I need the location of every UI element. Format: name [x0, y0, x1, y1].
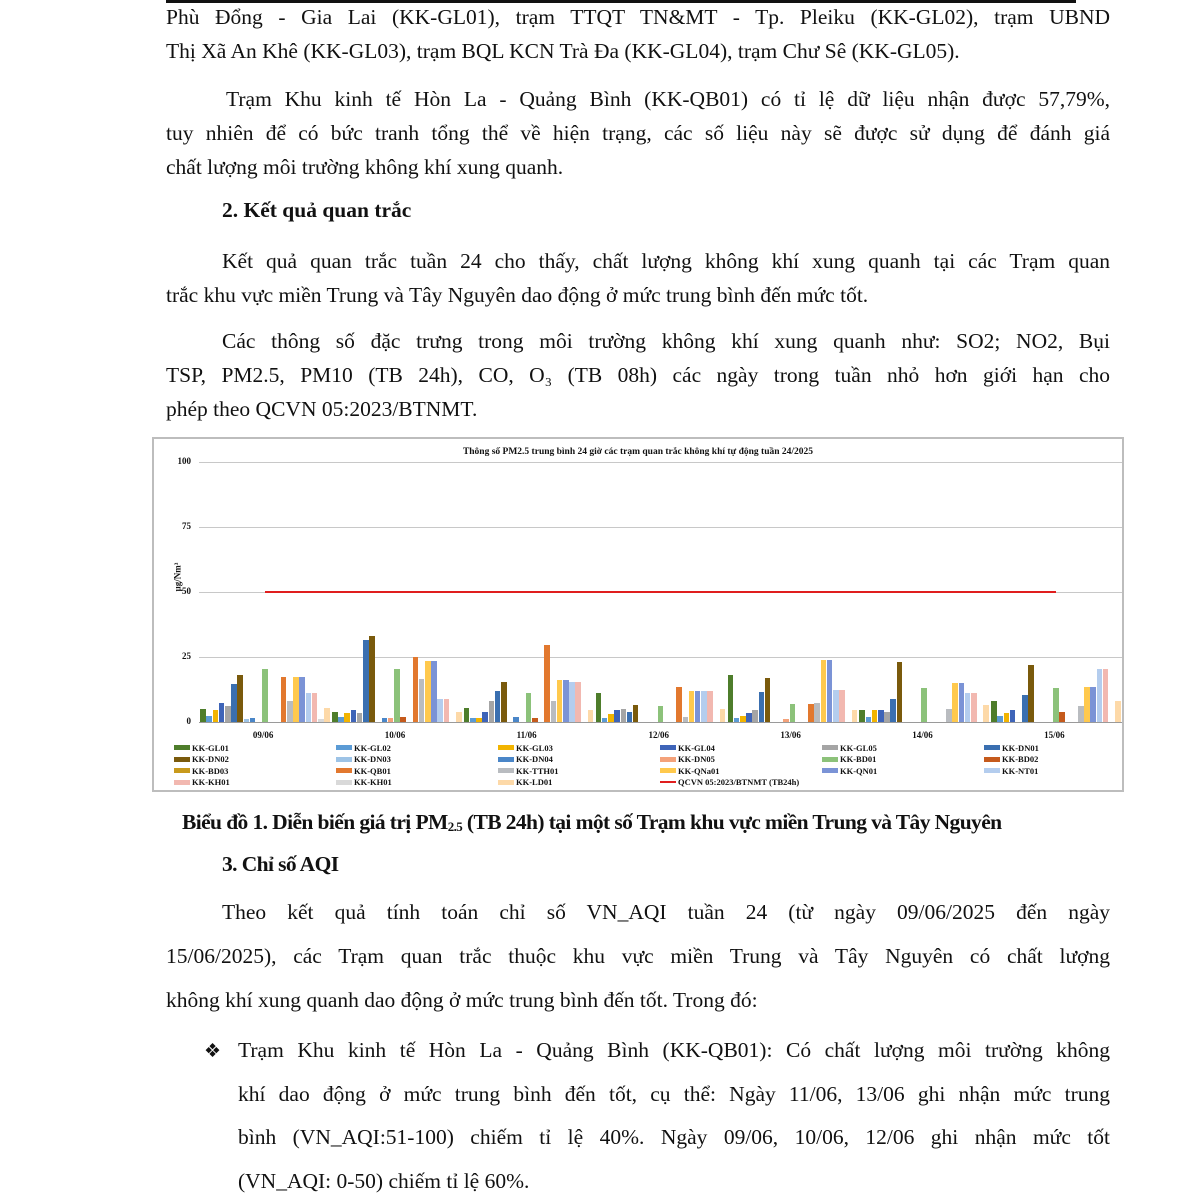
bar-kk-bd01	[1053, 688, 1059, 722]
bar-kk-gl03	[1004, 713, 1010, 722]
bar-kk-gl05	[489, 701, 495, 722]
text-line: khí dao động ở mức trung bình đến tốt, cụ thể: Ngày 11/06, 13/06 ghi nhận mức trung	[238, 1073, 1110, 1117]
bar-kk-tth01	[1078, 706, 1084, 722]
bar-kk-gl02	[602, 718, 608, 722]
bar-kk-dn01	[1022, 695, 1028, 722]
bar-kk-ld01	[324, 708, 330, 722]
legend-swatch-icon	[822, 745, 838, 750]
bar-kk-dn01	[759, 692, 765, 722]
x-tick-label: 15/06	[1044, 730, 1065, 740]
legend-swatch-icon	[498, 757, 514, 762]
text-line: phép theo QCVN 05:2023/BTNMT.	[166, 392, 1110, 426]
bar-kk-qn01	[431, 661, 437, 722]
bar-kk-dn02	[765, 678, 771, 722]
legend-item	[498, 777, 552, 788]
x-tick-label: 09/06	[253, 730, 274, 740]
legend-item	[498, 742, 553, 753]
bar-kk-dn01	[231, 684, 237, 722]
x-tick-label: 12/06	[649, 730, 670, 740]
bar-kk-dn01	[627, 712, 633, 722]
bar-kk-bd02	[1059, 712, 1065, 722]
bar-kk-bd01	[262, 669, 268, 722]
bar-kk-qn01	[827, 660, 833, 722]
legend-swatch-icon	[336, 768, 352, 773]
bar-kk-gl02	[734, 718, 740, 722]
bar-kk-ld01	[852, 710, 858, 722]
bar-kk-gl01	[859, 710, 865, 722]
legend-label: KK-KH01	[354, 777, 392, 787]
legend-swatch-icon	[822, 768, 838, 773]
legend-swatch-icon	[822, 757, 838, 762]
bar-kk-qb01	[808, 704, 814, 722]
legend-item	[336, 777, 392, 788]
bar-kk-qn01	[1090, 687, 1096, 722]
bar-kk-gl04	[746, 713, 752, 722]
bar-kk-kh01	[312, 693, 318, 722]
text-line: Kết quả quan trắc tuần 24 cho thấy, chất lượng không khí xung quanh tại các Trạm quan	[166, 244, 1110, 278]
legend-label: KK-QN01	[840, 766, 877, 776]
text-line: Theo kết quả tính toán chỉ số VN_AQI tuần 24 (từ ngày 09/06/2025 đến ngày	[166, 890, 1110, 934]
bar-kk-gl02	[866, 717, 872, 722]
bar-kk-kh01	[1103, 669, 1109, 722]
legend-swatch-icon	[498, 780, 514, 785]
legend-swatch-icon	[984, 745, 1000, 750]
legend-item	[174, 777, 230, 788]
bar-kk-gl05	[884, 712, 890, 722]
bar-kk-qn01	[299, 677, 305, 723]
bar-kk-qna01	[952, 683, 958, 722]
bar-kk-qn01	[959, 683, 965, 722]
legend-item	[336, 765, 391, 776]
diamond-bullet-icon: ❖	[204, 1040, 221, 1063]
bar-kk-dn05	[388, 718, 394, 722]
chart-title: Thông số PM2.5 trung bình 24 giờ các trạm quan trắc không khí tự động tuần 24/2025	[154, 447, 1122, 457]
bar-kk-gl01	[728, 675, 734, 722]
bar-kk-gl01	[332, 712, 338, 722]
legend-label: KK-GL03	[516, 743, 553, 753]
gridline	[199, 657, 1122, 658]
text-line: Các thông số đặc trưng trong môi trường không khí xung quanh như: SO2; NO2, Bụi	[166, 324, 1110, 358]
legend-label: KK-DN02	[192, 754, 229, 764]
x-tick-label: 10/06	[385, 730, 406, 740]
legend-item	[660, 777, 799, 788]
legend-swatch-icon	[174, 745, 190, 750]
bar-kk-gl03	[476, 718, 482, 722]
legend-label: KK-NT01	[1002, 766, 1038, 776]
bar-kk-gl01	[596, 693, 602, 722]
bar-kk-qb01	[676, 687, 682, 722]
legend-item	[822, 742, 877, 753]
bar-kk-dn02	[897, 662, 903, 722]
paragraph-stations-gia-lai	[166, 0, 1110, 68]
bar-kk-gl04	[219, 703, 225, 723]
legend-item	[336, 742, 391, 753]
bar-kk-dn02	[1028, 665, 1034, 722]
legend-item	[822, 754, 876, 765]
bar-kk-nt01	[569, 682, 575, 722]
legend-item	[498, 765, 559, 776]
text-line: Trạm Khu kinh tế Hòn La - Quảng Bình (KK-QB01) có tỉ lệ dữ liệu nhận được 57,79%,	[166, 82, 1110, 116]
bar-kk-nt01	[701, 691, 707, 722]
bar-kk-dn02	[501, 682, 507, 722]
plot-area	[199, 462, 1122, 722]
gridline	[199, 722, 1122, 723]
bar-kk-bd01	[790, 704, 796, 722]
legend-item	[822, 765, 877, 776]
bar-kk-gl05	[752, 710, 758, 722]
bar-kk-nt01	[1097, 669, 1103, 722]
text-line: Phù Đổng - Gia Lai (KK-GL01), trạm TTQT TN&MT - Tp. Pleiku (KK-GL02), trạm UBND	[166, 0, 1110, 34]
pm25-bar-chart	[152, 437, 1124, 792]
legend-swatch-icon	[498, 768, 514, 773]
legend-swatch-icon	[174, 780, 190, 785]
legend-label: KK-BD03	[192, 766, 228, 776]
bar-kk-gl05	[225, 706, 231, 722]
legend-label: KK-GL01	[192, 743, 229, 753]
bar-kk-bd02	[400, 717, 406, 722]
bar-kk-gl02	[997, 716, 1003, 723]
gridline	[199, 527, 1122, 528]
bar-kk-qna01	[821, 660, 827, 722]
bar-kk-gl01	[991, 701, 997, 722]
legend-label: KK-QNa01	[678, 766, 720, 776]
text-line: trắc khu vực miền Trung và Tây Nguyên dao động ở mức trung bình đến mức tốt.	[166, 278, 1110, 312]
bar-kk-dn01	[495, 691, 501, 722]
bar-kk-bd01	[658, 706, 664, 722]
bar-kk-dn02	[633, 705, 639, 722]
bar-kk-kh01	[839, 690, 845, 723]
bar-kk-gl03	[213, 710, 219, 722]
caption-text: Biểu đồ 1. Diễn biến giá trị PM	[182, 810, 448, 834]
legend-item	[174, 742, 229, 753]
legend-label: KK-DN05	[678, 754, 715, 764]
bar-kk-qna01	[293, 677, 299, 723]
bar-kk-dn01	[363, 640, 369, 722]
bar-kk-dn03	[244, 719, 250, 722]
legend-swatch-icon	[984, 757, 1000, 762]
bar-kk-nt01	[833, 690, 839, 723]
bar-kk-nt01	[306, 693, 312, 722]
bar-kk-gl02	[470, 718, 476, 722]
bar-kk-gl03	[608, 714, 614, 722]
legend-swatch-icon	[660, 757, 676, 762]
bar-kk-ld01	[456, 712, 462, 722]
text-line: TSP, PM2.5, PM10 (TB 24h), CO, O₃ (TB 08h) các ngày trong tuần nhỏ hơn giới hạn cho	[166, 358, 1110, 392]
bar-kk-qn01	[695, 691, 701, 722]
caption-subscript: 2.5	[448, 819, 462, 834]
text-line: chất lượng môi trường không khí xung quanh.	[166, 150, 1110, 184]
legend-item	[336, 754, 391, 765]
bar-kk-kh01	[971, 693, 977, 722]
bar-kk-dn04	[250, 718, 256, 722]
text-line: (VN_AQI: 0-50) chiếm tỉ lệ 60%.	[238, 1160, 1110, 1203]
legend-label: KK-BD01	[840, 754, 876, 764]
bar-kk-gl03	[872, 710, 878, 722]
bar-kk-bd02	[532, 718, 538, 722]
bar-kk-bd01	[526, 693, 532, 722]
bar-kk-ld01	[1115, 701, 1121, 722]
legend-swatch-icon	[336, 745, 352, 750]
legend-swatch-icon	[984, 768, 1000, 773]
legend-swatch-icon	[336, 757, 352, 762]
legend-swatch-icon	[174, 757, 190, 762]
legend-label: QCVN 05:2023/BTNMT (TB24h)	[678, 777, 799, 787]
bar-kk-dn01	[890, 699, 896, 722]
legend-label: KK-DN04	[516, 754, 553, 764]
caption-text: (TB 24h) tại một số Trạm khu vực miền Trung và Tây Nguyên	[462, 810, 1001, 834]
paragraph-week24-results	[166, 244, 1110, 312]
legend-swatch-icon	[498, 745, 514, 750]
bar-kk-gl02	[206, 716, 212, 723]
bar-kk-kh01	[444, 699, 450, 722]
bar-kk-dn05	[783, 719, 789, 722]
y-tick-label: 50	[169, 586, 191, 596]
bar-kk-bd01	[394, 669, 400, 722]
bar-kk-nt01	[437, 699, 443, 722]
legend-swatch-icon	[336, 780, 352, 785]
bar-kk-tth01	[683, 717, 689, 722]
bar-kk-gl05	[621, 709, 627, 722]
legend-item	[984, 754, 1038, 765]
heading-monitoring-results: 2. Kết quả quan trắc	[222, 198, 411, 223]
legend-item	[984, 742, 1039, 753]
bar-kk-dn04	[513, 717, 519, 722]
bar-kk-qb01	[544, 645, 550, 722]
bar-kk-gl01	[200, 709, 206, 722]
bar-kk-kh01	[575, 682, 581, 722]
bar-kk-tth01	[551, 701, 557, 722]
bar-kk-gl02	[338, 717, 344, 722]
legend-label: KK-KH01	[192, 777, 230, 787]
bar-kk-dn02	[369, 636, 375, 722]
bar-kk-qna01	[689, 691, 695, 722]
bar-kk-gl05	[357, 713, 363, 722]
bar-kk-ld01	[720, 709, 726, 722]
bullet-hon-la-aqi	[238, 1029, 1110, 1203]
gridline	[199, 462, 1122, 463]
bar-kk-gl04	[351, 710, 357, 722]
legend-label: KK-DN03	[354, 754, 391, 764]
bar-kk-tth01	[419, 679, 425, 722]
legend-item	[660, 754, 715, 765]
legend-item	[498, 754, 553, 765]
y-tick-label: 25	[169, 651, 191, 661]
paragraph-hon-la	[166, 82, 1110, 184]
bar-kk-dn04	[382, 718, 388, 722]
legend-item	[660, 742, 715, 753]
y-axis-label: µg/Nm³	[172, 563, 182, 592]
bar-kk-gl04	[482, 712, 488, 722]
legend-swatch-icon	[174, 768, 190, 773]
legend-line-swatch-icon	[660, 781, 676, 783]
legend-label: KK-GL05	[840, 743, 877, 753]
bar-kk-gl03	[740, 716, 746, 723]
bar-kk-ld01	[983, 705, 989, 722]
legend-item	[660, 765, 720, 776]
legend-label: KK-DN01	[1002, 743, 1039, 753]
legend-label: KK-GL02	[354, 743, 391, 753]
legend-label: KK-LD01	[516, 777, 552, 787]
bar-kk-tth01	[946, 709, 952, 722]
legend-item	[174, 754, 229, 765]
heading-aqi: 3. Chỉ số AQI	[222, 852, 338, 877]
legend-label: KK-BD02	[1002, 754, 1038, 764]
x-tick-label: 13/06	[780, 730, 801, 740]
bar-kk-qn01	[563, 680, 569, 722]
chart-caption	[182, 810, 1002, 835]
bar-kk-ld01	[588, 710, 594, 722]
legend-item	[984, 765, 1038, 776]
legend-swatch-icon	[660, 745, 676, 750]
x-tick-label: 11/06	[517, 730, 537, 740]
text-line: bình (VN_AQI:51-100) chiếm tỉ lệ 40%. Ngày 09/06, 10/06, 12/06 ghi nhận mức tốt	[238, 1116, 1110, 1160]
legend-label: KK-TTH01	[516, 766, 559, 776]
paragraph-parameters	[166, 324, 1110, 426]
bar-kk-qna01	[557, 680, 563, 722]
text-line: Thị Xã An Khê (KK-GL03), trạm BQL KCN Trà Đa (KK-GL04), trạm Chư Sê (KK-GL05).	[166, 34, 1110, 68]
bar-kk-gl03	[344, 713, 350, 722]
text-line: tuy nhiên để có bức tranh tổng thể về hiện trạng, các số liệu này sẽ được sử dụng để đánh giá	[166, 116, 1110, 150]
bar-kk-tth01	[814, 703, 820, 723]
y-tick-label: 75	[169, 521, 191, 531]
text-line: 15/06/2025), các Trạm quan trắc thuộc khu vực miền Trung và Tây Nguyên có chất lượng	[166, 934, 1110, 978]
bar-kk-gl04	[1010, 710, 1016, 722]
bar-kk-qb01	[413, 657, 419, 722]
legend-swatch-icon	[660, 768, 676, 773]
bar-kk-dn02	[237, 675, 243, 722]
bar-kk-kh01	[318, 719, 324, 722]
legend-label: KK-QB01	[354, 766, 391, 776]
bar-kk-gl01	[464, 708, 470, 722]
bar-kk-qna01	[425, 661, 431, 722]
bar-kk-gl04	[614, 710, 620, 722]
bar-kk-qna01	[1084, 687, 1090, 722]
bar-kk-kh01	[707, 691, 713, 722]
x-tick-label: 14/06	[912, 730, 933, 740]
text-line: không khí xung quanh dao động ở mức trung bình đến tốt. Trong đó:	[166, 978, 1110, 1022]
qcvn-limit-line	[265, 591, 1056, 593]
y-tick-label: 0	[169, 716, 191, 726]
bar-kk-nt01	[965, 693, 971, 722]
bar-kk-bd01	[921, 688, 927, 722]
bar-kk-tth01	[287, 701, 293, 722]
legend-item	[174, 765, 228, 776]
y-tick-label: 100	[169, 456, 191, 466]
paragraph-aqi-summary	[166, 890, 1110, 1022]
bar-kk-gl04	[878, 710, 884, 722]
legend-label: KK-GL04	[678, 743, 715, 753]
bar-kk-qb01	[281, 677, 287, 723]
text-line: Trạm Khu kinh tế Hòn La - Quảng Bình (KK-QB01): Có chất lượng môi trường không	[238, 1029, 1110, 1073]
